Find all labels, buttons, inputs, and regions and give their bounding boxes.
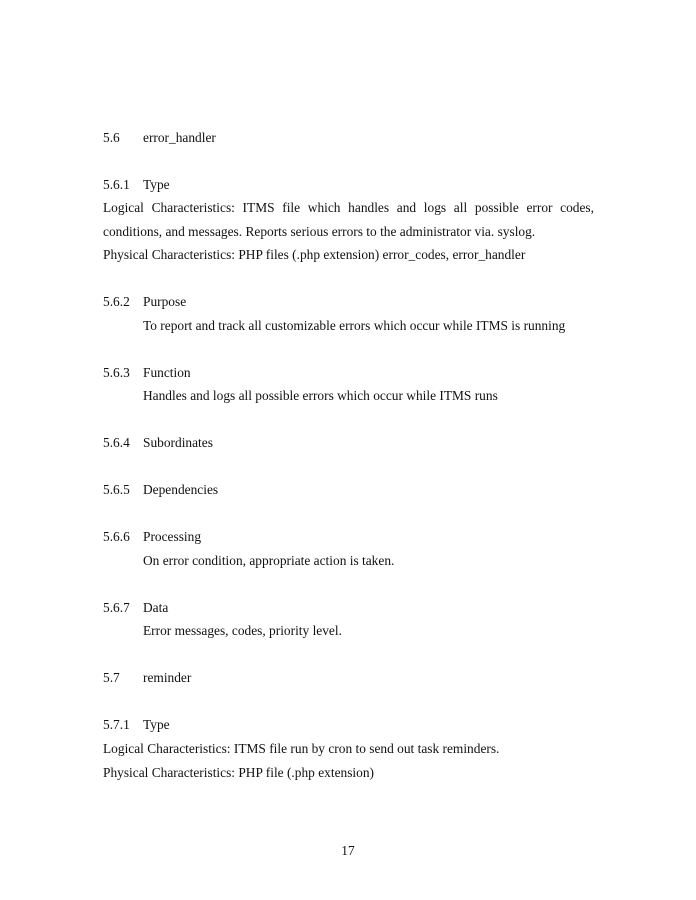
section-number: 5.6.2 (103, 294, 130, 309)
section-heading-5-6 (103, 130, 216, 146)
section-heading-5-7-1 (103, 717, 170, 733)
data-body: Error messages, codes, priority level. (143, 623, 342, 638)
section-heading-5-7 (103, 670, 191, 686)
physical-characteristics: Physical Characteristics: PHP file (.php extension) (103, 765, 374, 780)
section-number: 5.6.4 (103, 435, 130, 450)
section-number: 5.6.5 (103, 482, 130, 497)
section-heading-5-6-2 (103, 294, 186, 310)
section-number: 5.6.1 (103, 177, 130, 192)
logical-characteristics: Logical Characteristics: ITMS file run by cron to send out task reminders. (103, 741, 500, 756)
section-heading-5-6-1 (103, 177, 170, 193)
section-heading-5-6-3 (103, 365, 191, 381)
section-title: Processing (143, 529, 202, 544)
section-title: Data (143, 600, 169, 615)
page-number: 17 (341, 843, 355, 858)
section-heading-5-6-5 (103, 482, 218, 498)
section-number: 5.7 (103, 670, 120, 685)
section-heading-5-6-6 (103, 529, 201, 545)
section-number: 5.6.6 (103, 529, 130, 544)
section-title: Type (143, 177, 170, 192)
section-title: Subordinates (143, 435, 213, 450)
logical-characteristics-line-2: conditions, and messages. Reports serious errors to the administrator via. syslog. (103, 224, 536, 239)
section-heading-5-6-4 (103, 435, 213, 451)
section-title: Type (143, 717, 170, 732)
section-number: 5.6.3 (103, 365, 130, 380)
purpose-body: To report and track all customizable errors which occur while ITMS is running (143, 318, 566, 333)
section-title: Purpose (143, 294, 187, 309)
function-body: Handles and logs all possible errors which occur while ITMS runs (143, 388, 498, 403)
section-number: 5.6 (103, 130, 120, 145)
section-title: Dependencies (143, 482, 219, 497)
section-title: Function (143, 365, 191, 380)
physical-characteristics: Physical Characteristics: PHP files (.php extension) error_codes, error_handler (103, 247, 526, 262)
processing-body: On error condition, appropriate action is taken. (143, 553, 395, 568)
section-number: 5.6.7 (103, 600, 130, 615)
section-heading-5-6-7 (103, 600, 168, 616)
logical-characteristics-line-1: Logical Characteristics: ITMS file which handles and logs all possible error codes, (103, 200, 594, 215)
section-number: 5.7.1 (103, 717, 130, 732)
section-title: reminder (143, 670, 192, 685)
section-title: error_handler (143, 130, 216, 145)
